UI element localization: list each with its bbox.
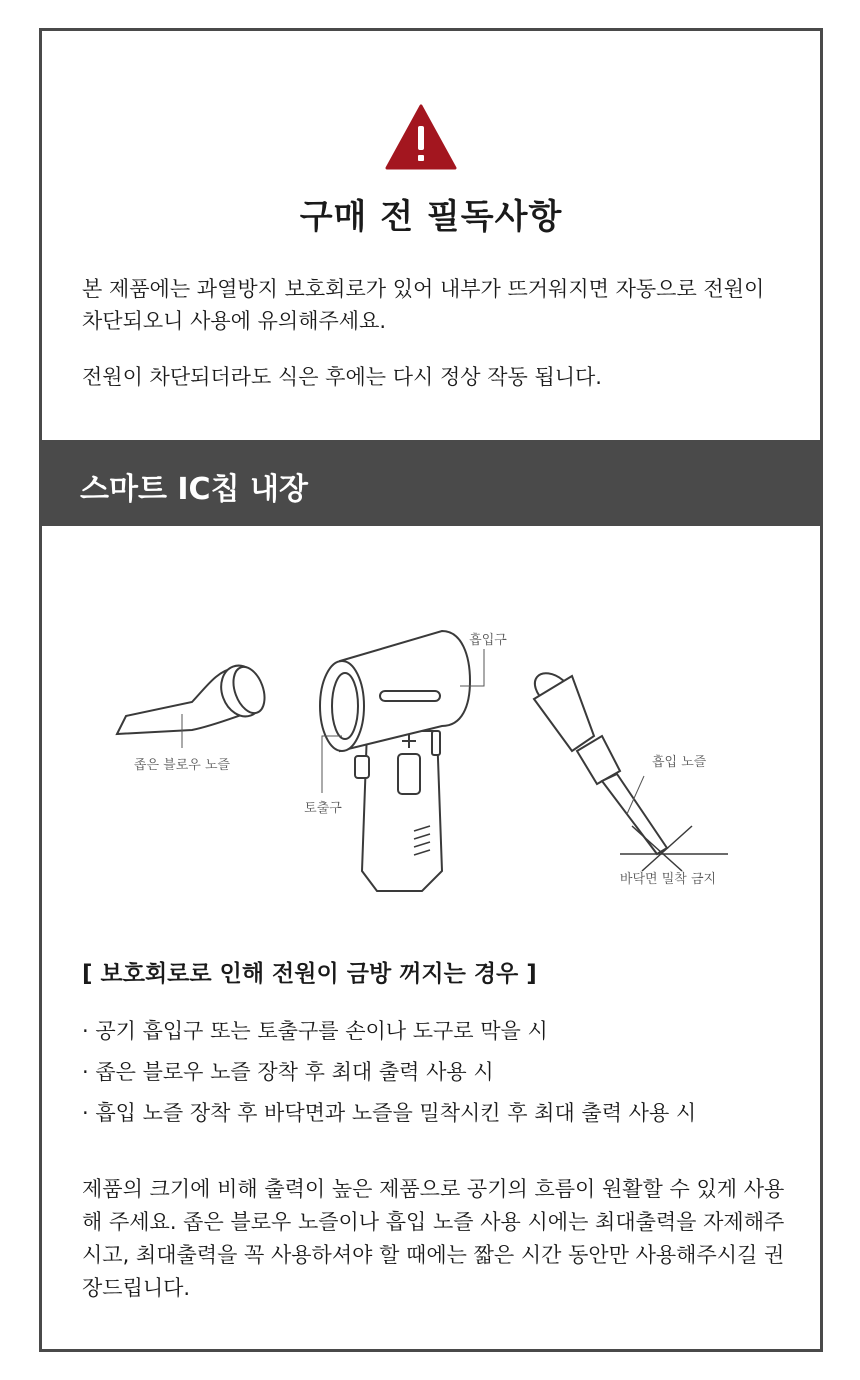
- product-diagram: [42, 586, 820, 916]
- section-heading: 스마트 IC칩 내장: [80, 472, 308, 507]
- page-title: 구매 전 필독사항: [299, 197, 563, 237]
- footer-paragraph: 제품의 크기에 비해 출력이 높은 제품으로 공기의 흐름이 원활할 수 있게 사용해 주세요. 좁은 블로우 노즐이나 흡입 노즐 사용 시에는 최대출력을 자제해주시고, 최대출력을 꼭 사용하셔야 할 때에는 짧은 시간 동안만 사용해주시길 권장드립니다.: [82, 1177, 785, 1300]
- label-narrow-nozzle: 좁은 블로우 노즐: [133, 758, 231, 773]
- label-no-floor-contact: 바닥면 밀착 금지: [619, 872, 717, 887]
- list-item: · 공기 흡입구 또는 토출구를 손이나 도구로 막을 시: [82, 1019, 548, 1043]
- narrow-nozzle-illustration: [117, 660, 270, 734]
- notice-frame: [39, 28, 823, 1352]
- cases-title: [ 보호회로로 인해 전원이 금방 꺼지는 경우 ]: [82, 961, 537, 987]
- no-contact-mark: [620, 826, 728, 871]
- label-outlet: 토출구: [304, 801, 342, 816]
- notice-paragraph-overheat: 본 제품에는 과열방지 보호회로가 있어 내부가 뜨거워지면 자동으로 전원이 차단되오니 사용에 유의해주세요.: [82, 277, 765, 333]
- section-band: [42, 440, 820, 526]
- label-suction-port: 흡입구: [469, 633, 507, 648]
- label-suction-nozzle: 흡입 노즐: [652, 755, 707, 770]
- list-item: · 흡입 노즐 장착 후 바닥면과 노즐을 밀착시킨 후 최대 출력 사용 시: [82, 1101, 697, 1125]
- suction-nozzle-illustration: [528, 666, 667, 854]
- list-item: · 좁은 블로우 노즐 장착 후 최대 출력 사용 시: [82, 1060, 494, 1084]
- notice-paragraph-restart: 전원이 차단되더라도 식은 후에는 다시 정상 작동 됩니다.: [82, 365, 602, 389]
- device-illustration: [320, 631, 470, 891]
- warning-triangle-icon: [385, 104, 457, 170]
- cases-list: [82, 1011, 696, 1134]
